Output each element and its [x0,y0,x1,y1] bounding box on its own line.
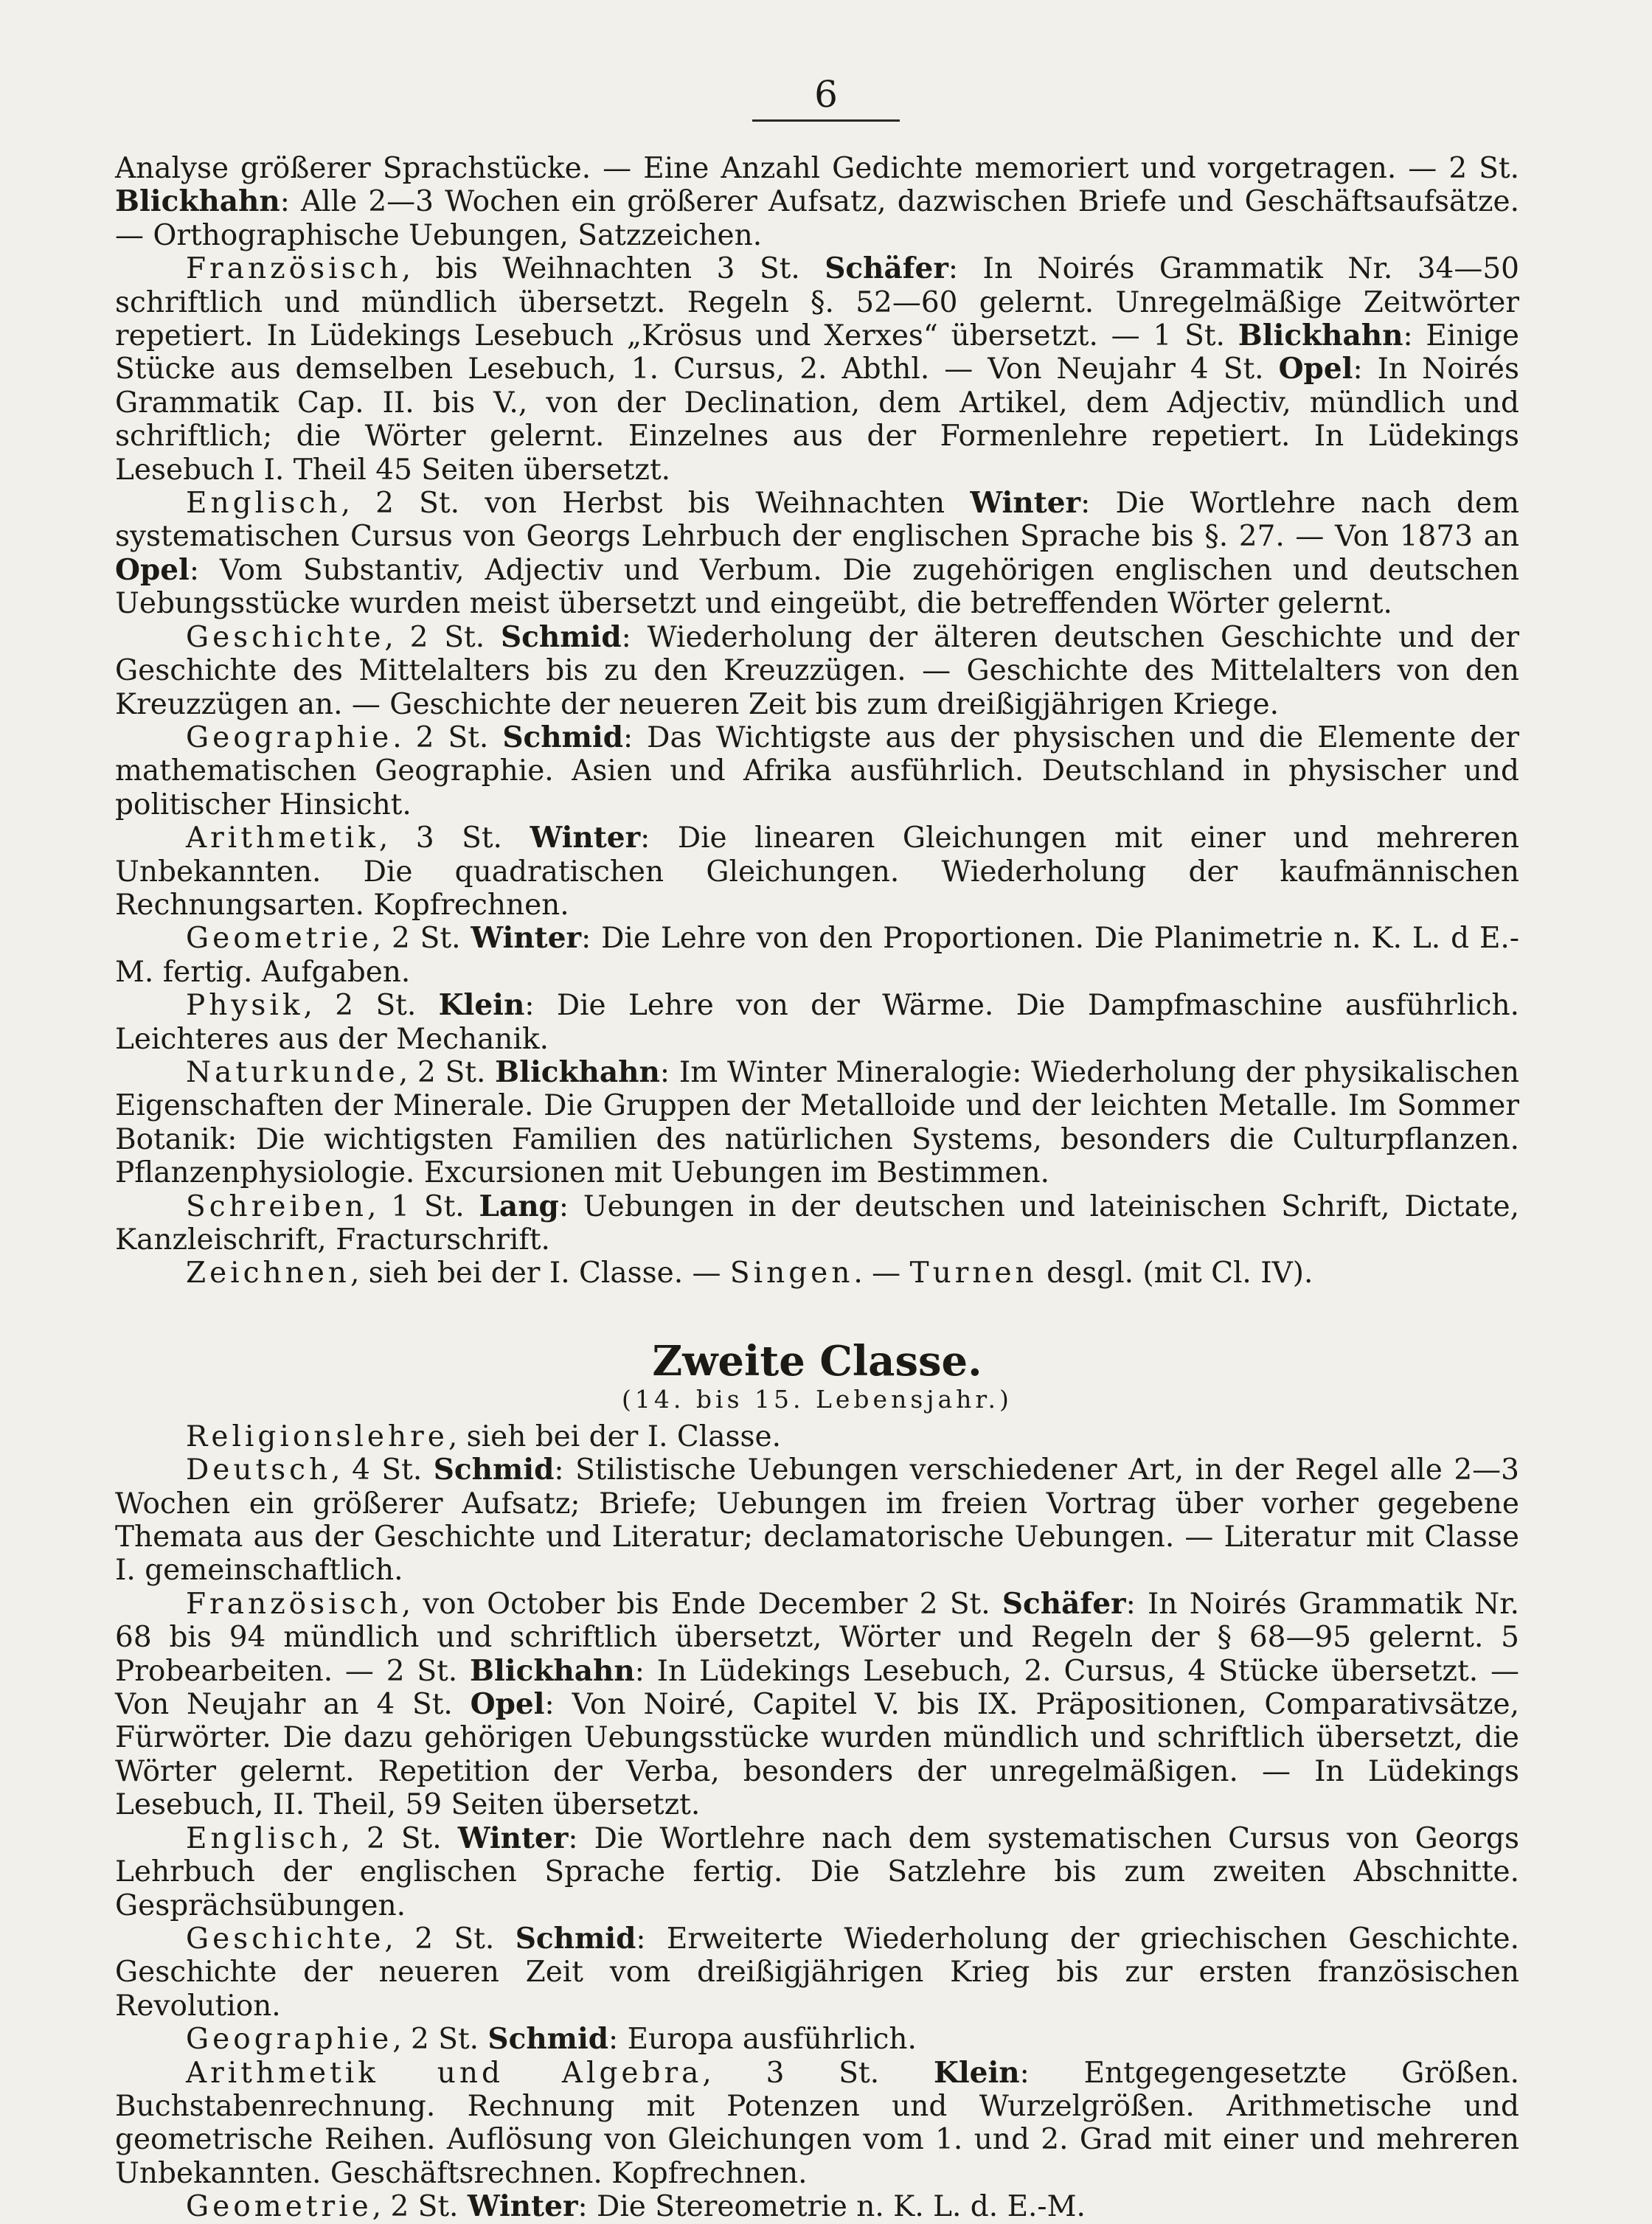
paragraph-geometrie-2 [115,2190,1519,2223]
teacher-name: Schmid [502,720,623,754]
subject-name: Arithmetik [186,821,379,855]
subject-name: Englisch [186,1821,341,1855]
subject-name: Französisch [186,252,402,286]
header-rule [752,119,900,122]
text: Analyse größerer Sprachstücke. — Eine Anzahl Gedichte memoriert und vorgetragen. — 2 St. [115,152,1519,185]
subject-name: Geographie [186,2023,393,2057]
text: : Stilistische Uebungen verschiedener Art, in der Regel alle 2—3 Wochen ein größerer Aufsatz; Briefe; Uebungen im freien Vortrag über vorher gegebene Themata aus der Geschichte und Literatur; declamatorische Uebungen. — Literatur mit Classe I. gemeinschaftlich. [115,1453,1519,1588]
text: : Alle 2—3 Wochen ein größerer Aufsatz, dazwischen Briefe und Geschäftsaufsätze. — Orthographische Uebungen, Satzzeichen. [115,185,1519,252]
paragraph-geschichte-2 [115,1922,1519,2023]
subject-name: Arithmetik und Algebra [186,2056,703,2090]
text: : Das Wichtigste aus der physischen und die Elemente der mathematischen Geographie. Asien und Afrika ausführlich. Deutschland in physischer und politischer Hinsicht. [115,720,1519,821]
subject-name: Geschichte [186,620,385,654]
teacher-name: Winter [457,1821,569,1855]
teacher-name: Opel [115,552,190,587]
text: , 2 St. [384,620,501,654]
teacher-name: Winter [467,2189,578,2224]
text: : Im Winter Mineralogie: Wiederholung der physikalischen Eigenschaften der Minerale. Die Gruppen der Metalloide und der leichten Metalle. Im Sommer Botanik: Die wichtigsten Familien des natürlichen Systems, besonders die Culturpflanzen. Pflanzenphysiologie. Excursionen mit Uebungen im Bestimmen. [115,1055,1519,1190]
text: : Die Wortlehre nach dem systematischen Cursus von Georgs Lehrbuch der englischen Sprache bis §. 27. — Von 1873 an [115,487,1519,554]
paragraph-geschichte [115,621,1519,721]
teacher-name: Winter [530,821,641,855]
text: : Wiederholung der älteren deutschen Geschichte und der Geschichte des Mittelalters bis zu den Kreuzzügen. — Geschichte des Mittelalters von den Kreuzzügen an. — Geschichte der neueren Zeit bis zum dreißigjährigen Kriege. [115,620,1520,721]
text: , 2 St. [398,1055,496,1089]
text: : Vom Substantiv, Adjectiv und Verbum. Die zugehörigen englischen und deutschen Uebungsstücke wurden meist übersetzt und eingeübt, die betreffenden Wörter gelernt. [115,553,1519,621]
text: : Die Stereometrie n. K. L. d. E.-M. [577,2190,1086,2224]
teacher-name: Opel [1278,352,1353,386]
text: : Die Lehre von der Wärme. Die Dampfmaschine ausführlich. Leichteres aus der Mechanik. [115,989,1519,1056]
text: , 4 St. [331,1453,434,1487]
paragraph-englisch-2 [115,1822,1519,1922]
paragraph-naturkunde [115,1056,1519,1190]
teacher-name: Opel [470,1687,545,1722]
teacher-name: Winter [471,921,582,956]
text: , 2 St. [392,2023,488,2057]
subject-name: Physik [186,989,304,1023]
subject-name: Geschichte [186,1922,385,1956]
subject-name: Englisch [186,487,341,521]
paragraph-zeichnen [115,1257,1519,1290]
text: : Von Noiré, Capitel V. bis IX. Präpositionen, Comparativsätze, Fürwörter. Die dazu gehörigen Uebungsstücke wurden mündlich und schriftlich übersetzt, die Wörter gelernt. Repetition der Verba, besonders der unregelmäßigen. — In Lüdekings Lesebuch, II. Theil, 59 Seiten übersetzt. [115,1688,1519,1822]
text: , 1 St. [367,1189,479,1223]
paragraph-schreiben [115,1190,1519,1257]
paragraph-franzoesisch [115,252,1519,487]
text: : In Noirés Grammatik Nr. 68 bis 94 mündlich und schriftlich übersetzt, Wörter und Regeln der § 68—95 gelernt. 5 Probearbeiten. — 2 St. [115,1587,1519,1688]
text: , sieh bei der I. Classe. — [350,1257,730,1290]
text: , bis Weihnachten 3 St. [401,252,825,286]
text: , von October bis Ende December 2 St. [401,1587,1002,1621]
text: , 3 St. [702,2056,934,2090]
paragraph-analyse [115,152,1519,252]
text: , 2 St. [303,989,439,1023]
subject-name: Geometrie [186,2190,372,2224]
text: , 2 St. [341,1821,458,1855]
section-title: Zweite Classe. [652,1336,982,1386]
subject-name: Religionslehre [186,1419,448,1453]
subject-name: Singen [729,1257,854,1290]
teacher-name: Lang [479,1189,559,1223]
text: , 2 St. [372,922,471,956]
text: : Die Wortlehre nach dem systematischen Cursus von Georgs Lehrbuch der englischen Sprache fertig. Die Satzlehre bis zum zweiten Abschnitte. Gesprächsübungen. [115,1821,1520,1922]
teacher-name: Schäfer [1002,1586,1126,1621]
paragraph-geographie-2 [115,2023,1519,2056]
subject-name: Naturkunde [186,1055,399,1089]
paragraph-arithmetik-algebra [115,2057,1519,2191]
subject-name: Geometrie [186,922,372,956]
text: desgl. (mit Cl. IV). [1037,1257,1313,1290]
section-subtitle: (14. bis 15. Lebensjahr.) [622,1384,1013,1414]
subject-name: Geographie [186,720,393,754]
teacher-name: Winter [970,486,1081,521]
teacher-name: Blickhahn [1238,319,1403,353]
teacher-name: Schäfer [825,251,948,286]
page-header [0,72,1652,122]
text: : In Noirés Grammatik Nr. 34—50 schriftlich und mündlich übersetzt. Regeln §. 52—60 gelernt. Unregelmäßige Zeitwörter repetiert. In Lüdekings Lesebuch „Krösus und Xerxes“ übersetzt. — 1 St. [115,252,1519,353]
text: . 2 St. [392,720,503,754]
text: : Einige Stücke aus demselben Lesebuch, 1. Cursus, 2. Abthl. — Von Neujahr 4 St. [115,319,1519,386]
text: : In Noirés Grammatik Cap. II. bis V., von der Declination, dem Artikel, dem Adjectiv, mündlich und schriftlich; die Wörter gelernt. Einzelnes aus der Formenlehre repetiert. In Lüdekings Lesebuch I. Theil 45 Seiten übersetzt. [115,352,1519,487]
page-number: 6 [814,73,838,116]
teacher-name: Klein [933,2055,1020,2090]
text: , 2 St. [372,2190,468,2224]
paragraph-geographie [115,721,1519,821]
teacher-name: Blickhahn [115,184,280,219]
subject-name: Schreiben [186,1189,368,1223]
text: , 3 St. [378,821,530,855]
teacher-name: Schmid [487,2022,609,2057]
text: . — [853,1257,910,1290]
paragraph-englisch [115,487,1519,621]
teacher-name: Blickhahn [470,1653,635,1688]
text: : Die Lehre von den Proportionen. Die Planimetrie n. K. L. d E.-M. fertig. Aufgaben. [115,922,1520,989]
paragraph-franzoesisch-2 [115,1588,1519,1822]
text: , 2 St. [384,1922,516,1956]
text: : Die linearen Gleichungen mit einer und mehreren Unbekannten. Die quadratischen Gleichungen. Wiederholung der kaufmännischen Rechnungsarten. Kopfrechnen. [115,821,1520,922]
subject-name: Deutsch [186,1453,332,1487]
paragraph-deutsch [115,1453,1519,1588]
text: : Europa ausführlich. [608,2023,917,2057]
subject-name: Französisch [186,1587,402,1621]
paragraph-physik [115,989,1519,1056]
teacher-name: Blickhahn [495,1054,660,1089]
paragraph-religionslehre [115,1420,1519,1453]
teacher-name: Schmid [501,619,622,654]
teacher-name: Schmid [515,1921,636,1956]
text: : In Lüdekings Lesebuch, 2. Cursus, 4 Stücke übersetzt. — Von Neujahr an 4 St. [115,1654,1519,1722]
paragraph-arithmetik [115,821,1519,922]
paragraph-geometrie [115,922,1519,989]
text: : Uebungen in der deutschen und lateinischen Schrift, Dictate, Kanzleischrift, Fracturschrift. [115,1189,1519,1257]
subject-name: Turnen [909,1257,1038,1290]
subject-name: Zeichnen [186,1257,350,1290]
teacher-name: Schmid [433,1453,555,1487]
text: : Erweiterte Wiederholung der griechischen Geschichte. Geschichte der neueren Zeit vom dreißigjährigen Krieg bis zur ersten französischen Revolution. [115,1922,1520,2023]
text: , sieh bei der I. Classe. [448,1419,781,1453]
document-body [115,152,1519,2224]
teacher-name: Klein [438,988,525,1023]
text: , 2 St. von Herbst bis Weihnachten [341,487,971,521]
text: : Entgegengesetzte Größen. Buchstabenrechnung. Rechnung mit Potenzen und Wurzelgrößen. Arithmetische und geometrische Reihen. Auflösung von Gleichungen vom 1. und 2. Grad mit einer und mehreren Unbekannten. Geschäftsrechnen. Kopfrechnen. [115,2056,1520,2190]
